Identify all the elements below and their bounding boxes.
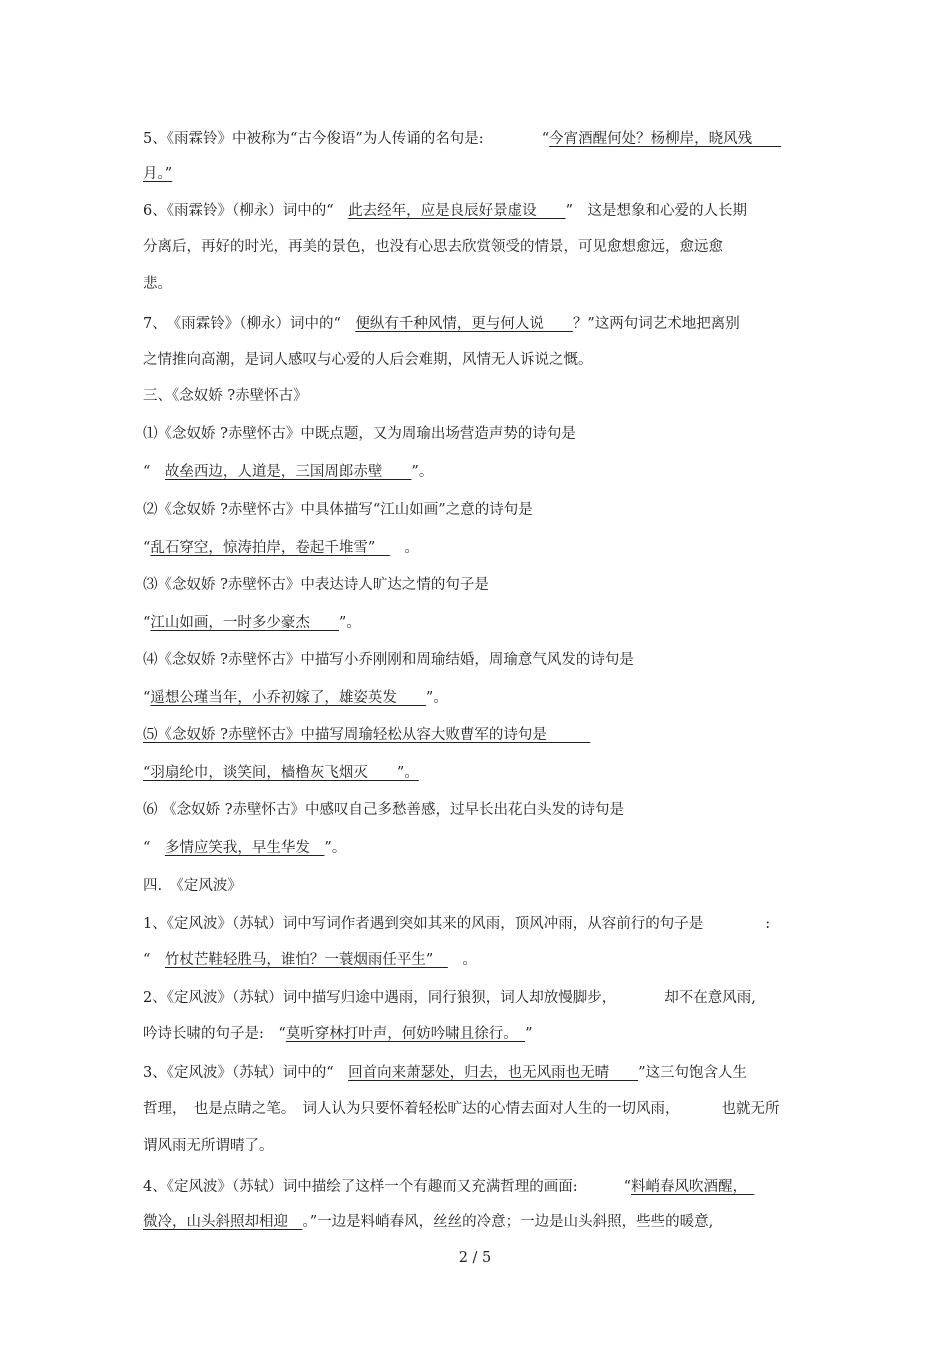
answer-text: 故垒西边，人道是，三国周郎赤壁 xyxy=(164,464,412,480)
text-line xyxy=(143,1024,532,1044)
answer-text: 便纵有千种风情，更与何人说 xyxy=(355,316,573,332)
line-text: “ xyxy=(143,690,151,706)
answer-text: 多情应笑我，早生华发 xyxy=(164,840,325,856)
text-line xyxy=(143,462,433,482)
line-text: 。 xyxy=(389,540,419,556)
answer-text: 乱石穿空，惊涛拍岸，卷起千堆雪” xyxy=(150,540,390,556)
text-line xyxy=(143,1136,274,1156)
line-text: 。 xyxy=(447,952,477,968)
line-text: 。”一边是料峭春风，丝丝的冷意；一边是山头斜照，些些的暖意, xyxy=(302,1214,714,1230)
text-line xyxy=(143,763,419,783)
line-text: 吟诗长啸的句子是: “ xyxy=(143,1026,286,1042)
text-line xyxy=(143,201,747,221)
line-text: “ xyxy=(143,464,165,480)
line-text: 却不在意风雨, xyxy=(664,990,756,1006)
line-text: 哲理， 也是点睛之笔。 词人认为只要怀着轻松旷达的心情去面对人生的一切风雨， xyxy=(143,1101,680,1117)
answer-text: 此去经年，应是良辰好景虚设 xyxy=(348,203,566,219)
text-line xyxy=(143,575,489,595)
line-text: 四. 《定风波》 xyxy=(143,878,242,894)
line-text: 6、《雨霖铃》（柳永）词中的“ xyxy=(143,203,349,219)
text-line xyxy=(143,237,723,257)
line-text: : xyxy=(765,916,771,932)
line-text: “ xyxy=(143,615,151,631)
text-line xyxy=(143,1212,713,1232)
text-line xyxy=(143,424,576,444)
text-line xyxy=(143,914,770,934)
line-text: ⑹ 《念奴娇 ?赤壁怀古》中感叹自己多愁善感，过早长出花白头发的诗句是 xyxy=(143,802,624,818)
answer-text: ⑸《念奴娇 ?赤壁怀古》中描写周瑜轻松从容大败曹军的诗句是 xyxy=(143,727,591,743)
text-line xyxy=(143,1177,754,1197)
text-line xyxy=(143,876,242,896)
line-text: ⑴《念奴娇 ?赤壁怀古》中既点题，又为周瑜出场营造声势的诗句是 xyxy=(143,426,576,442)
answer-text: 竹杖芒鞋轻胜马，谁怕？一蓑烟雨任平生” xyxy=(164,952,448,968)
line-text: ”。 xyxy=(411,464,434,480)
line-text: ？”这两句词艺术地把离别 xyxy=(572,316,740,332)
answer-text: 微冷，山头斜照却相迎 xyxy=(143,1214,303,1230)
text-line xyxy=(143,274,172,294)
line-text: 7、 《雨霖铃》（柳永）词中的“ xyxy=(143,316,356,332)
line-text: 分离后，再好的时光，再美的景色，也没有心思去欣赏领受的情景，可见愈想愈远，愈远愈 xyxy=(143,239,723,255)
answer-text: 遥想公瑾当年，小乔初嫁了，雄姿英发 xyxy=(150,690,426,706)
answer-text: 料峭春风吹酒醒， xyxy=(631,1179,755,1195)
line-text: ”。 xyxy=(324,840,347,856)
line-text: “ xyxy=(623,1179,632,1195)
text-line xyxy=(143,650,634,670)
answer-text: 回首向来萧瑟处，归去，也无风雨也无晴 xyxy=(348,1065,639,1081)
line-text: ” xyxy=(525,1026,533,1042)
line-text: “ xyxy=(143,840,165,856)
line-text: “ xyxy=(541,131,550,147)
answer-text: 今宵酒醒何处？杨柳岸，晓风残 xyxy=(549,131,782,147)
text-line xyxy=(143,1063,747,1083)
line-text: ”。 xyxy=(338,615,361,631)
text-line xyxy=(143,800,624,820)
answer-text: “羽扇纶巾，谈笑间，樯橹灰飞烟灭 ”。 xyxy=(143,765,419,781)
text-line xyxy=(143,129,781,149)
line-text: “ xyxy=(143,540,151,556)
answer-text: 莫听穿林打叶声，何妨吟啸且徐行。 xyxy=(285,1026,526,1042)
line-text: 三、《念奴娇 ?赤壁怀古》 xyxy=(143,388,308,404)
line-text: 3、《定风波》（苏轼）词中的“ xyxy=(143,1065,349,1081)
answer-text: 月。” xyxy=(143,166,173,182)
line-text: 4、《定风波》（苏轼）词中描绘了这样一个有趣而又充满哲理的画面: xyxy=(143,1179,578,1195)
line-text: “ xyxy=(143,952,165,968)
line-text: ⑵《念奴娇 ?赤壁怀古》中具体描写“江山如画”之意的诗句是 xyxy=(143,502,533,518)
text-line xyxy=(143,164,172,184)
line-text: 2、《定风波》（苏轼）词中描写归途中遇雨，同行狼狈，词人却放慢脚步， xyxy=(143,990,617,1006)
line-text: ” 这是想象和心爱的人长期 xyxy=(565,203,748,219)
line-text: ”。 xyxy=(425,690,448,706)
text-line xyxy=(143,725,590,745)
text-line xyxy=(143,950,477,970)
line-text: ”这三句饱含人生 xyxy=(638,1065,748,1081)
line-text: ⑷《念奴娇 ?赤壁怀古》中描写小乔刚刚和周瑜结婚，周瑜意气风发的诗句是 xyxy=(143,652,634,668)
text-line xyxy=(143,688,448,708)
line-text: ⑶《念奴娇 ?赤壁怀古》中表达诗人旷达之情的句子是 xyxy=(143,577,489,593)
text-line xyxy=(143,838,346,858)
answer-text: 江山如画，一时多少豪杰 xyxy=(150,615,339,631)
text-line xyxy=(143,314,740,334)
text-line xyxy=(143,500,533,520)
line-text: 1、《定风波》（苏轼）词中写词作者遇到突如其来的风雨，顶风冲雨，从容前行的句子是 xyxy=(143,916,704,932)
line-text: 也就无所 xyxy=(721,1101,780,1117)
line-text: 5、《雨霖铃》中被称为“古今俊语”为人传诵的名句是: xyxy=(143,131,484,147)
text-line xyxy=(143,386,308,406)
text-line xyxy=(143,613,361,633)
text-line xyxy=(143,538,419,558)
line-text: 之情推向高潮，是词人感叹与心爱的人后会难期，风情无人诉说之慨。 xyxy=(143,352,593,368)
line-text: 悲。 xyxy=(143,276,172,292)
text-line xyxy=(143,988,756,1008)
text-line xyxy=(143,1099,780,1119)
line-text: 谓风雨无所谓晴了。 xyxy=(143,1138,274,1154)
page-number: 2 / 5 xyxy=(458,1250,492,1266)
text-line xyxy=(143,350,593,370)
